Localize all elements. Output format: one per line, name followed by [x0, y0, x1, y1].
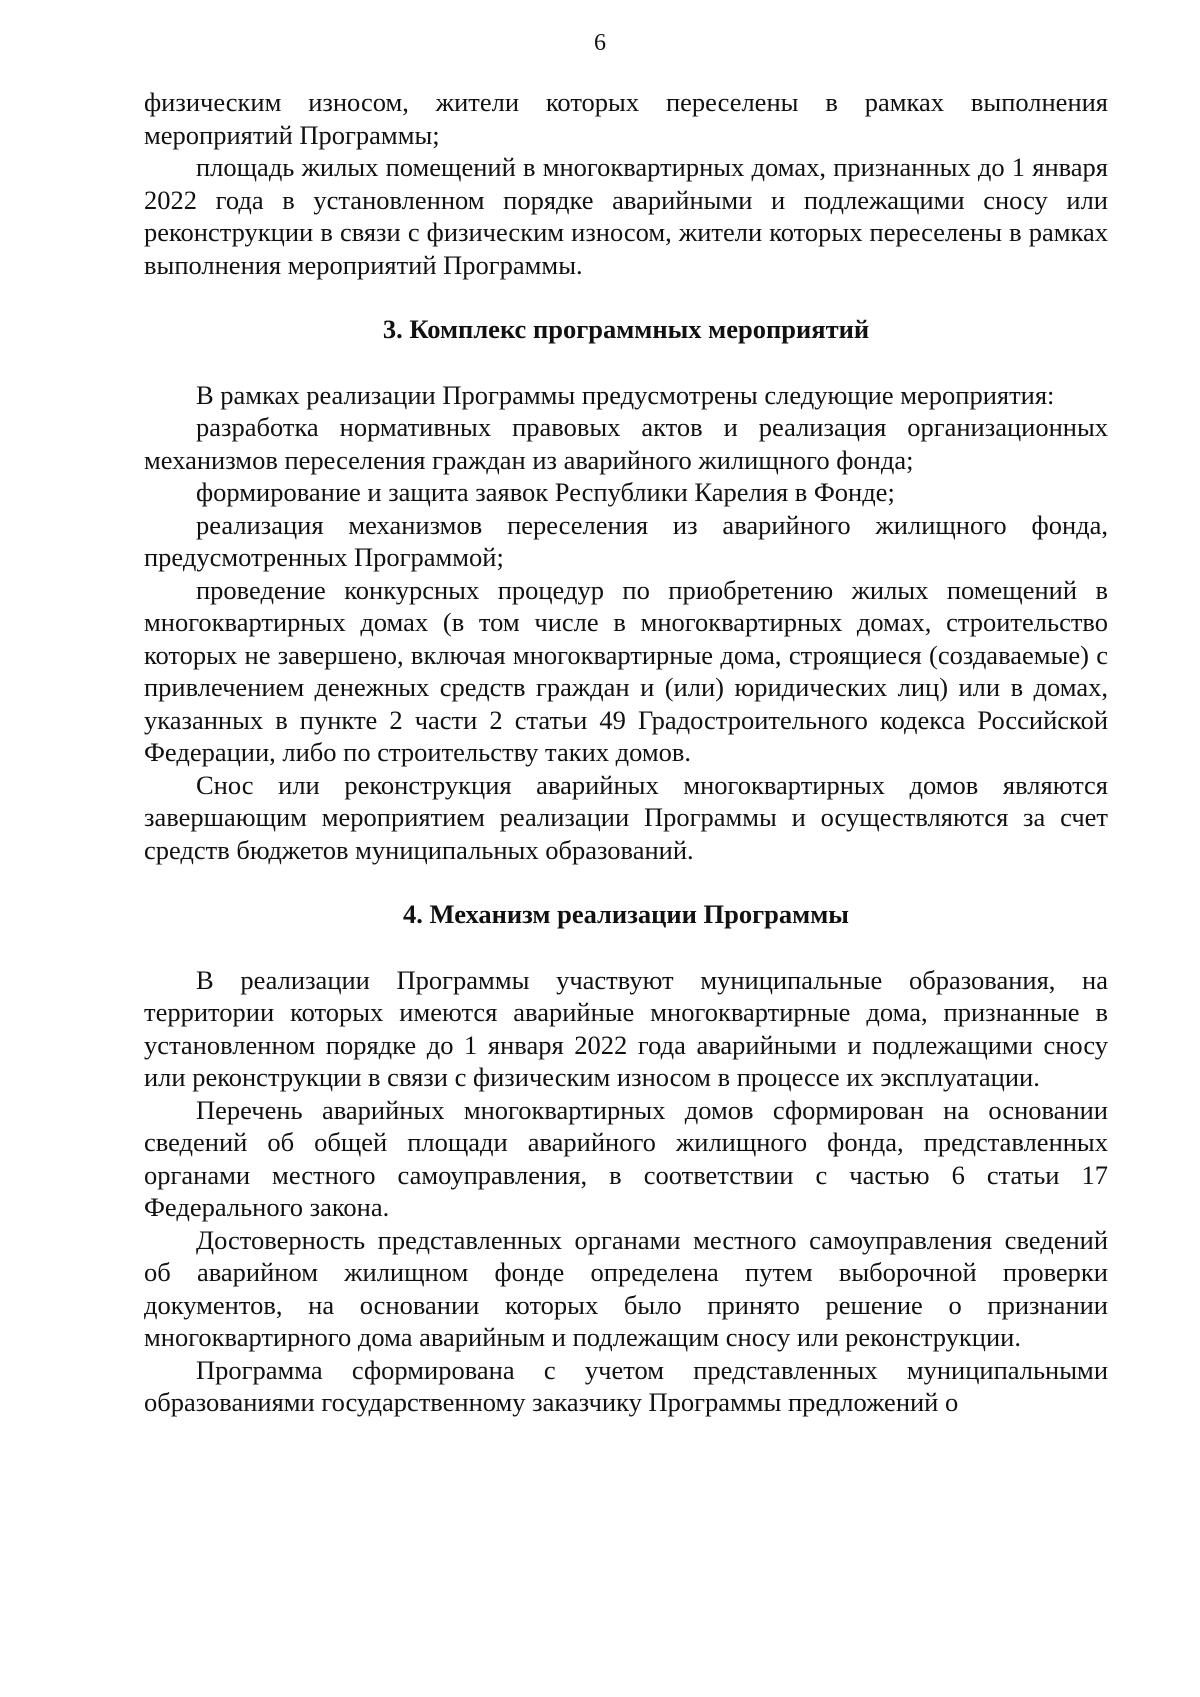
section-3-list-item: разработка нормативных правовых актов и реализация организационных механизмов переселения граждан из аварийного жилищного фонда;	[144, 412, 1108, 475]
spacer	[144, 931, 1108, 964]
section-3-list-item: реализация механизмов переселения из аварийного жилищного фонда, предусмотренных Программой;	[144, 509, 1108, 572]
section-4-paragraph: Достоверность представленных органами местного самоуправления сведений об аварийном жилищном фонде определена путем выборочной проверки документов, на основании которых было принято решение о признании многоквартирного дома аварийным и подлежащим сносу или реконструкции.	[144, 1224, 1108, 1352]
spacer	[144, 346, 1108, 379]
section-3-list-item: проведение конкурсных процедур по приобретению жилых помещений в многоквартирных домах (в том числе в многоквартирных домах, строительство которых не завершено, включая многоквартирные дома, строящиеся (создаваемые) с привлечением денежных средств граждан и (или) юридических лиц) или в домах, указанных в пункте 2 части 2 статьи 49 Градостроительного кодекса Российской Федерации, либо по строительству таких домов.	[144, 574, 1108, 767]
page-number: 6	[594, 30, 606, 56]
section-3-paragraph: Снос или реконструкция аварийных многоквартирных домов являются завершающим мероприятием реализации Программы и осуществляются за счет средств бюджетов муниципальных образований.	[144, 769, 1108, 865]
section-3-paragraph: В рамках реализации Программы предусмотрены следующие мероприятия:	[196, 379, 1055, 410]
page-content	[144, 86, 1108, 1419]
intro-paragraph-continued: физическим износом, жители которых переселены в рамках выполнения мероприятий Программы;	[144, 87, 1108, 150]
intro-paragraph: площадь жилых помещений в многоквартирных домах, признанных до 1 января 2022 года в установленном порядке аварийными и подлежащими сносу или реконструкции в связи с физическим износом, жители которых переселены в рамках выполнения мероприятий Программы.	[144, 152, 1108, 280]
section-4-paragraph: В реализации Программы участвуют муниципальные образования, на территории которых имеются аварийные многоквартирные дома, признанные в установленном порядке до 1 января 2022 года аварийными и подлежащими сносу или реконструкции в связи с физическим износом в процессе их эксплуатации.	[144, 964, 1108, 1092]
section-4-paragraph: Перечень аварийных многоквартирных домов сформирован на основании сведений об общей площади аварийного жилищного фонда, представленных органами местного самоуправления, в соответствии с частью 6 статьи 17 Федерального закона.	[144, 1094, 1108, 1222]
section-4-heading: 4. Механизм реализации Программы	[403, 899, 849, 929]
section-3-list-item: формирование и защита заявок Республики Карелия в Фонде;	[196, 477, 895, 507]
section-4-paragraph: Программа сформирована с учетом представленных муниципальными образованиями государственному заказчику Программы предложений о	[144, 1354, 1108, 1417]
spacer	[144, 281, 1108, 313]
section-3-heading: 3. Комплекс программных мероприятий	[382, 314, 870, 344]
spacer	[144, 866, 1108, 898]
